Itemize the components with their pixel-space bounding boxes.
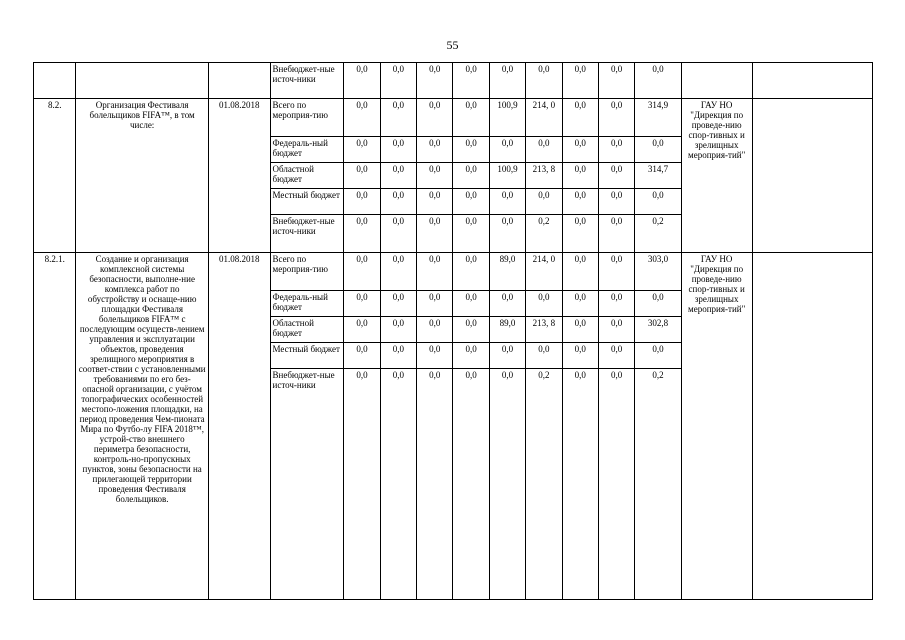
cell-value: 0,0: [380, 137, 416, 163]
cell-source: Внебюджет-ные источ-ники: [270, 369, 344, 600]
cell-value: 89,0: [489, 317, 525, 343]
cell-num: [34, 63, 76, 99]
cell-value: 0,0: [417, 291, 453, 317]
cell-value: 0,0: [417, 317, 453, 343]
cell-value: 0,0: [417, 189, 453, 215]
cell-value: 0,0: [526, 291, 562, 317]
section-name: Создание и организация комплексной системы безопасности, выполне-ние комплекса работ по обустройству и оснаще-нию площадки Фестиваля болельщиков FIFA™ с последующим осуществ-лением управления и эксплуатации объектов, проведения зрелищного мероприятия в соответ-ствии с установленными требованиями по его без-опасной организации, с учётом топографических особенностей местопо-ложения площадки, на период проведения Чем-пионата Мира по Футбо-лу FIFA 2018™, устрой-ство внешнего периметра безопасности, контроль-но-пропускных пунктов, зоны безопасности на прилегающей территории проведения Фестиваля болельщиков.: [76, 253, 208, 600]
cell-value: 0,0: [562, 189, 598, 215]
cell-value: 0,2: [635, 215, 681, 253]
table-row: [34, 253, 873, 291]
cell-value: 0,0: [453, 343, 489, 369]
cell-value: 0,0: [453, 189, 489, 215]
cell-source: Внебюджет-ные источ-ники: [270, 63, 344, 99]
cell-value: 0,0: [380, 163, 416, 189]
cell-value: 214, 0: [526, 99, 562, 137]
cell-source: Федераль-ный бюджет: [270, 291, 344, 317]
cell-value: 0,0: [417, 369, 453, 600]
cell-date: [208, 63, 270, 99]
cell-value: 0,0: [417, 343, 453, 369]
cell-value: 0,0: [598, 63, 634, 99]
cell-value: 0,0: [417, 163, 453, 189]
cell-value: 0,0: [344, 343, 380, 369]
cell-value: 0,0: [598, 189, 634, 215]
cell-source: Федераль-ный бюджет: [270, 137, 344, 163]
cell-value: 0,0: [598, 291, 634, 317]
cell-source: Областной бюджет: [270, 163, 344, 189]
cell-value: 0,0: [453, 215, 489, 253]
cell-value: 100,9: [489, 163, 525, 189]
cell-executor: [681, 63, 752, 99]
cell-extra: [752, 63, 872, 99]
cell-value: 0,0: [598, 99, 634, 137]
section-extra: [752, 99, 872, 253]
cell-value: 0,0: [489, 291, 525, 317]
section-extra: [752, 253, 872, 600]
cell-value: 0,0: [380, 189, 416, 215]
page-number: 55: [446, 38, 459, 52]
cell-source: Местный бюджет: [270, 189, 344, 215]
budget-table: [33, 62, 873, 600]
cell-value: 0,0: [489, 215, 525, 253]
cell-value: 0,0: [598, 215, 634, 253]
cell-value: 0,0: [489, 343, 525, 369]
section-date: 01.08.2018: [208, 253, 270, 600]
cell-value: 0,0: [417, 99, 453, 137]
cell-source: Местный бюджет: [270, 343, 344, 369]
cell-value: 0,2: [526, 369, 562, 600]
cell-value: 0,0: [598, 317, 634, 343]
cell-value: 0,0: [344, 215, 380, 253]
cell-value: 0,0: [635, 291, 681, 317]
cell-value: 214, 0: [526, 253, 562, 291]
cell-value: 0,0: [344, 253, 380, 291]
cell-value: 0,0: [598, 163, 634, 189]
cell-value: 0,0: [380, 63, 416, 99]
cell-value: 0,0: [344, 137, 380, 163]
cell-value: 0,0: [380, 369, 416, 600]
cell-name: [76, 63, 208, 99]
cell-value: 0,0: [453, 291, 489, 317]
cell-value: 0,0: [598, 369, 634, 600]
section-name: Организация Фестиваля болельщиков FIFA™, в том числе:: [76, 99, 208, 253]
cell-value: 0,2: [526, 215, 562, 253]
cell-value: 0,2: [635, 369, 681, 600]
section-date: 01.08.2018: [208, 99, 270, 253]
cell-value: 0,0: [453, 163, 489, 189]
cell-value: 213, 8: [526, 163, 562, 189]
cell-value: 0,0: [489, 63, 525, 99]
cell-value: 0,0: [344, 99, 380, 137]
cell-value: 0,0: [344, 291, 380, 317]
cell-value: 0,0: [562, 163, 598, 189]
cell-value: 0,0: [526, 343, 562, 369]
cell-value: 0,0: [344, 163, 380, 189]
cell-source: Всего по мероприя-тию: [270, 99, 344, 137]
cell-value: 0,0: [562, 137, 598, 163]
cell-value: 0,0: [417, 137, 453, 163]
cell-value: 0,0: [598, 253, 634, 291]
cell-value: 0,0: [562, 369, 598, 600]
cell-value: 0,0: [635, 189, 681, 215]
cell-value: 0,0: [344, 369, 380, 600]
cell-value: 0,0: [562, 215, 598, 253]
cell-value: 0,0: [344, 317, 380, 343]
cell-value: 0,0: [453, 99, 489, 137]
cell-value: 0,0: [635, 63, 681, 99]
cell-value: 0,0: [453, 63, 489, 99]
cell-value: 0,0: [380, 215, 416, 253]
cell-value: 0,0: [526, 189, 562, 215]
cell-value: 0,0: [635, 137, 681, 163]
cell-value: 0,0: [417, 253, 453, 291]
cell-value: 0,0: [562, 63, 598, 99]
cell-value: 0,0: [562, 317, 598, 343]
cell-value: 0,0: [453, 317, 489, 343]
cell-value: 0,0: [489, 137, 525, 163]
cell-value: 314,7: [635, 163, 681, 189]
cell-value: 0,0: [380, 343, 416, 369]
cell-value: 0,0: [562, 253, 598, 291]
section-number: 8.2.1.: [34, 253, 76, 600]
cell-value: 0,0: [417, 215, 453, 253]
cell-value: 0,0: [453, 253, 489, 291]
cell-source: Областной бюджет: [270, 317, 344, 343]
cell-value: 89,0: [489, 253, 525, 291]
cell-value: 100,9: [489, 99, 525, 137]
cell-value: 0,0: [562, 99, 598, 137]
cell-value: 0,0: [562, 291, 598, 317]
cell-source: Внебюджет-ные источ-ники: [270, 215, 344, 253]
cell-value: 0,0: [598, 137, 634, 163]
cell-value: 314,9: [635, 99, 681, 137]
cell-value: 0,0: [380, 317, 416, 343]
cell-value: 0,0: [453, 369, 489, 600]
cell-value: 0,0: [635, 343, 681, 369]
cell-value: 0,0: [417, 63, 453, 99]
cell-value: 213, 8: [526, 317, 562, 343]
cell-value: 303,0: [635, 253, 681, 291]
cell-value: 0,0: [598, 343, 634, 369]
table-row: [34, 63, 873, 99]
cell-value: 0,0: [526, 137, 562, 163]
cell-value: 0,0: [344, 189, 380, 215]
cell-value: 0,0: [562, 343, 598, 369]
table-row: [34, 99, 873, 137]
section-executor: ГАУ НО "Дирекция по проведе-нию спор-тивных и зрелищных мероприя-тий": [681, 99, 752, 253]
cell-value: 0,0: [453, 137, 489, 163]
cell-value: 0,0: [526, 63, 562, 99]
cell-value: 0,0: [489, 189, 525, 215]
cell-value: 0,0: [380, 291, 416, 317]
cell-value: 0,0: [344, 63, 380, 99]
cell-value: 0,0: [380, 253, 416, 291]
section-executor: ГАУ НО "Дирекция по проведе-нию спор-тивных и зрелищных мероприя-тий": [681, 253, 752, 600]
cell-value: 302,8: [635, 317, 681, 343]
cell-value: 0,0: [380, 99, 416, 137]
cell-value: 0,0: [489, 369, 525, 600]
cell-source: Всего по мероприя-тию: [270, 253, 344, 291]
section-number: 8.2.: [34, 99, 76, 253]
